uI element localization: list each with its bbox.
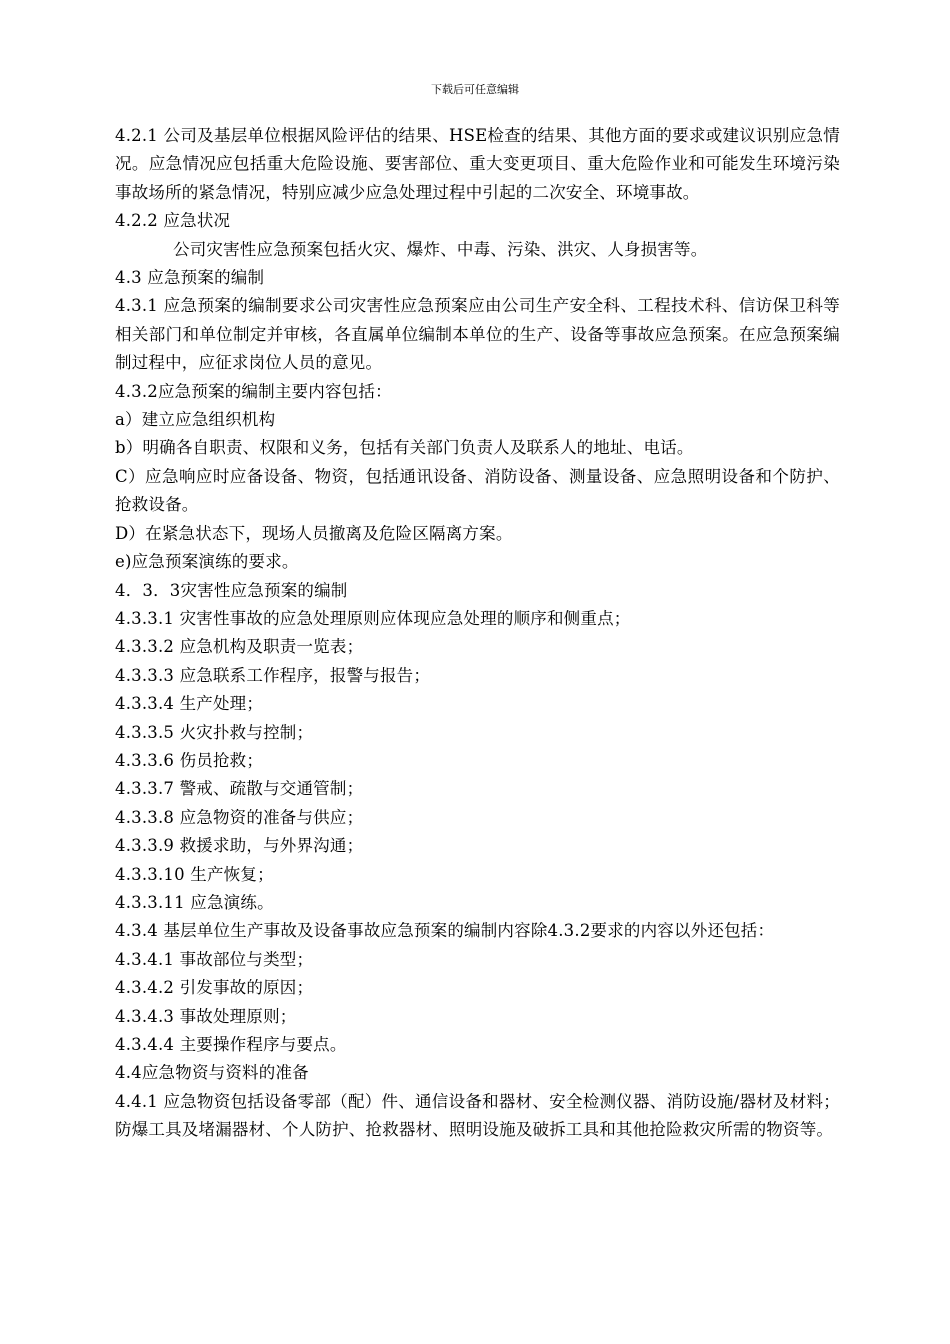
item-4-3-3-9: 4.3.3.9 救援求助，与外界沟通；: [115, 836, 364, 856]
item-4-3-3-8: 4.3.3.8 应急物资的准备与供应；: [115, 807, 364, 827]
heading-4-4: 4.4应急物资与资料的准备: [115, 1063, 309, 1083]
item-4-3-3-11: 4.3.3.11 应急演练。: [115, 892, 274, 912]
list-item-e: e)应急预案演练的要求。: [115, 552, 299, 572]
item-4-3-3-2: 4.3.3.2 应急机构及职责一览表；: [115, 637, 364, 657]
paragraph-4-3-1: 4.3.1 应急预案的编制要求公司灾害性应急预案应由公司生产安全科、工程技术科、信访保卫科等相关部门和单位制定并审核，各直属单位编制本单位的生产、设备等事故应急预案。在应急预案编制过程中，应征求岗位人员的意见。: [115, 296, 840, 373]
item-4-3-3-7: 4.3.3.7 警戒、疏散与交通管制；: [115, 779, 364, 799]
item-4-3-3-1: 4.3.3.1 灾害性事故的应急处理原则应体现应急处理的顺序和侧重点；: [115, 608, 631, 628]
paragraph-4-4-1: 4.4.1 应急物资包括设备零部（配）件、通信设备和器材、安全检测仪器、消防设施/器材及材料；防爆工具及堵漏器材、个人防护、抢救器材、照明设施及破拆工具和其他抢险救灾所需的物资等。: [115, 1091, 840, 1140]
paragraph-4-2-1: 4.2.1 公司及基层单位根据风险评估的结果、HSE检查的结果、其他方面的要求或建议识别应急情况。应急情况应包括重大危险设施、要害部位、重大变更项目、重大危险作业和可能发生环境污染事故场所的紧急情况，特别应减少应急处理过程中引起的二次安全、环境事故。: [115, 126, 840, 202]
header-note: 下载后可任意编辑: [431, 83, 519, 96]
list-item-d: D）在紧急状态下，现场人员撤离及危险区隔离方案。: [115, 523, 513, 543]
item-4-3-3-10: 4.3.3.10 生产恢复；: [115, 864, 274, 884]
item-4-3-4-1: 4.3.4.1 事故部位与类型；: [115, 949, 314, 969]
item-4-3-4-3: 4.3.4.3 事故处理原则；: [115, 1006, 297, 1026]
item-4-3-3-6: 4.3.3.6 伤员抢救；: [115, 750, 264, 770]
item-4-3-4-2: 4.3.4.2 引发事故的原因；: [115, 978, 314, 998]
heading-4-2-2: 4.2.2 应急状况: [115, 211, 231, 231]
paragraph-4-3-2: 4.3.2应急预案的编制主要内容包括：: [115, 381, 392, 401]
list-item-a: a）建立应急组织机构: [115, 410, 276, 430]
item-4-3-3-3: 4.3.3.3 应急联系工作程序，报警与报告；: [115, 665, 431, 685]
item-4-3-3-4: 4.3.3.4 生产处理；: [115, 694, 264, 714]
list-item-b: b）明确各自职责、权限和义务，包括有关部门负责人及联系人的地址、电话。: [115, 438, 694, 458]
heading-4-3-3: 4．3．3灾害性应急预案的编制: [115, 580, 348, 600]
list-item-c: C）应急响应时应备设备、物资，包括通讯设备、消防设备、测量设备、应急照明设备和个防护、抢救设备。: [115, 466, 840, 515]
paragraph-emergency-types: 公司灾害性应急预案包括火灾、爆炸、中毒、污染、洪灾、人身损害等。: [173, 239, 708, 259]
item-4-3-4-4: 4.3.4.4 主要操作程序与要点。: [115, 1035, 347, 1054]
document-body: [115, 122, 840, 1145]
item-4-3-3-5: 4.3.3.5 火灾扑救与控制；: [115, 722, 314, 742]
paragraph-4-3-4: 4.3.4 基层单位生产事故及设备事故应急预案的编制内容除4.3.2要求的内容以外还包括：: [115, 921, 775, 941]
heading-4-3: 4.3 应急预案的编制: [115, 268, 265, 288]
